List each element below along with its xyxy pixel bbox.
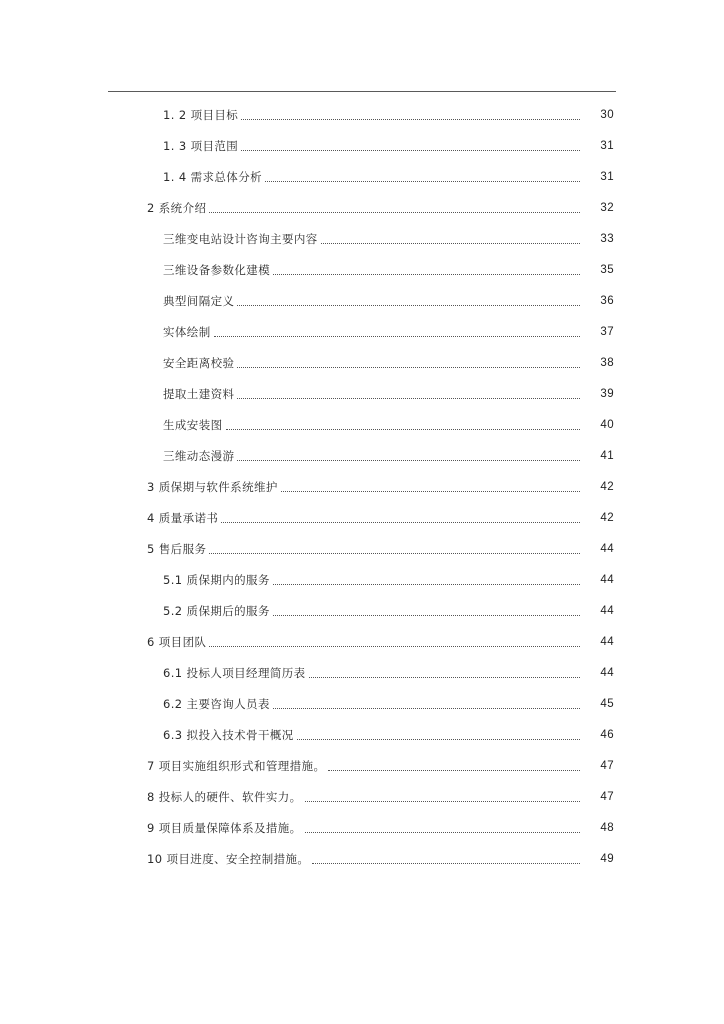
toc-dot-leader bbox=[273, 707, 580, 709]
table-of-contents bbox=[0, 99, 724, 874]
toc-entry[interactable] bbox=[0, 812, 724, 843]
toc-entry[interactable] bbox=[0, 595, 724, 626]
toc-entry[interactable] bbox=[0, 223, 724, 254]
toc-entry[interactable] bbox=[0, 254, 724, 285]
toc-entry-page-number: 44 bbox=[600, 604, 614, 617]
toc-entry-page-number: 40 bbox=[600, 418, 614, 431]
toc-entry[interactable] bbox=[0, 750, 724, 781]
toc-dot-leader bbox=[265, 180, 580, 182]
toc-entry-page-number: 36 bbox=[600, 294, 614, 307]
toc-entry-title: 7 项目实施组织形式和管理措施。 bbox=[147, 758, 326, 773]
toc-entry-title: 5.1 质保期内的服务 bbox=[163, 572, 270, 587]
toc-entry-title: 5.2 质保期后的服务 bbox=[163, 603, 270, 618]
toc-entry[interactable] bbox=[0, 502, 724, 533]
toc-dot-leader bbox=[209, 552, 580, 554]
toc-entry-page-number: 42 bbox=[600, 511, 614, 524]
toc-entry-title: 9 项目质量保障体系及措施。 bbox=[147, 820, 302, 835]
toc-entry-page-number: 44 bbox=[600, 542, 614, 555]
toc-entry-title: 典型间隔定义 bbox=[163, 293, 235, 308]
toc-entry-title: 8 投标人的硬件、软件实力。 bbox=[147, 789, 302, 804]
toc-dot-leader bbox=[305, 800, 580, 802]
toc-entry[interactable] bbox=[0, 781, 724, 812]
toc-entry-page-number: 31 bbox=[600, 170, 614, 183]
toc-entry-title: 1. 4 需求总体分析 bbox=[163, 169, 262, 184]
toc-entry-page-number: 48 bbox=[600, 821, 614, 834]
toc-dot-leader bbox=[273, 583, 580, 585]
toc-entry[interactable] bbox=[0, 657, 724, 688]
toc-dot-leader bbox=[281, 490, 580, 492]
toc-entry-page-number: 35 bbox=[600, 263, 614, 276]
toc-dot-leader bbox=[237, 304, 580, 306]
toc-dot-leader bbox=[321, 242, 580, 244]
toc-entry[interactable] bbox=[0, 719, 724, 750]
toc-entry-title: 三维设备参数化建模 bbox=[163, 262, 271, 277]
toc-entry-page-number: 46 bbox=[600, 728, 614, 741]
toc-entry-title: 6.3 拟投入技术骨干概况 bbox=[163, 727, 294, 742]
toc-dot-leader bbox=[297, 738, 580, 740]
toc-entry[interactable] bbox=[0, 161, 724, 192]
toc-entry-page-number: 33 bbox=[600, 232, 614, 245]
toc-entry-page-number: 41 bbox=[600, 449, 614, 462]
toc-dot-leader bbox=[214, 335, 580, 337]
toc-dot-leader bbox=[312, 862, 580, 864]
toc-dot-leader bbox=[221, 521, 580, 523]
toc-entry-page-number: 31 bbox=[600, 139, 614, 152]
toc-dot-leader bbox=[241, 118, 580, 120]
toc-entry-page-number: 38 bbox=[600, 356, 614, 369]
toc-entry-title: 2 系统介绍 bbox=[147, 200, 207, 215]
toc-dot-leader bbox=[241, 149, 580, 151]
toc-entry[interactable] bbox=[0, 285, 724, 316]
toc-entry-title: 三维动态漫游 bbox=[163, 448, 235, 463]
toc-entry-title: 提取土建资料 bbox=[163, 386, 235, 401]
toc-entry-title: 6 项目团队 bbox=[147, 634, 207, 649]
toc-entry-title: 6.1 投标人项目经理简历表 bbox=[163, 665, 306, 680]
toc-dot-leader bbox=[237, 459, 580, 461]
toc-entry-title: 安全距离校验 bbox=[163, 355, 235, 370]
toc-entry-title: 5 售后服务 bbox=[147, 541, 207, 556]
toc-dot-leader bbox=[328, 769, 580, 771]
toc-entry[interactable] bbox=[0, 409, 724, 440]
toc-entry[interactable] bbox=[0, 130, 724, 161]
toc-entry-page-number: 37 bbox=[600, 325, 614, 338]
toc-dot-leader bbox=[209, 211, 580, 213]
toc-entry[interactable] bbox=[0, 564, 724, 595]
toc-dot-leader bbox=[305, 831, 580, 833]
toc-entry-page-number: 32 bbox=[600, 201, 614, 214]
toc-entry[interactable] bbox=[0, 626, 724, 657]
toc-entry-page-number: 44 bbox=[600, 666, 614, 679]
toc-entry-title: 3 质保期与软件系统维护 bbox=[147, 479, 278, 494]
toc-entry[interactable] bbox=[0, 378, 724, 409]
toc-entry[interactable] bbox=[0, 533, 724, 564]
toc-entry[interactable] bbox=[0, 688, 724, 719]
toc-entry-page-number: 49 bbox=[600, 852, 614, 865]
toc-entry-page-number: 42 bbox=[600, 480, 614, 493]
toc-entry-page-number: 30 bbox=[600, 108, 614, 121]
toc-dot-leader bbox=[237, 397, 580, 399]
toc-dot-leader bbox=[309, 676, 580, 678]
toc-entry[interactable] bbox=[0, 316, 724, 347]
toc-entry[interactable] bbox=[0, 192, 724, 223]
toc-entry-title: 1. 3 项目范围 bbox=[163, 138, 239, 153]
toc-entry-title: 4 质量承诺书 bbox=[147, 510, 219, 525]
toc-entry[interactable] bbox=[0, 347, 724, 378]
toc-dot-leader bbox=[273, 614, 580, 616]
toc-dot-leader bbox=[237, 366, 580, 368]
toc-entry[interactable] bbox=[0, 99, 724, 130]
toc-entry-title: 三维变电站设计咨询主要内容 bbox=[163, 231, 318, 246]
header-rule bbox=[108, 91, 616, 92]
toc-dot-leader bbox=[209, 645, 580, 647]
toc-entry-title: 实体绘制 bbox=[163, 324, 211, 339]
toc-entry-title: 10 项目进度、安全控制措施。 bbox=[147, 851, 310, 866]
toc-entry-title: 生成安装图 bbox=[163, 417, 223, 432]
toc-dot-leader bbox=[226, 428, 581, 430]
toc-entry-page-number: 44 bbox=[600, 573, 614, 586]
toc-entry[interactable] bbox=[0, 843, 724, 874]
toc-entry-page-number: 45 bbox=[600, 697, 614, 710]
toc-entry-title: 1. 2 项目目标 bbox=[163, 107, 239, 122]
toc-entry-page-number: 47 bbox=[600, 759, 614, 772]
toc-entry[interactable] bbox=[0, 471, 724, 502]
toc-entry-page-number: 44 bbox=[600, 635, 614, 648]
toc-entry-title: 6.2 主要咨询人员表 bbox=[163, 696, 270, 711]
toc-entry-page-number: 47 bbox=[600, 790, 614, 803]
toc-entry[interactable] bbox=[0, 440, 724, 471]
toc-dot-leader bbox=[273, 273, 580, 275]
toc-entry-page-number: 39 bbox=[600, 387, 614, 400]
